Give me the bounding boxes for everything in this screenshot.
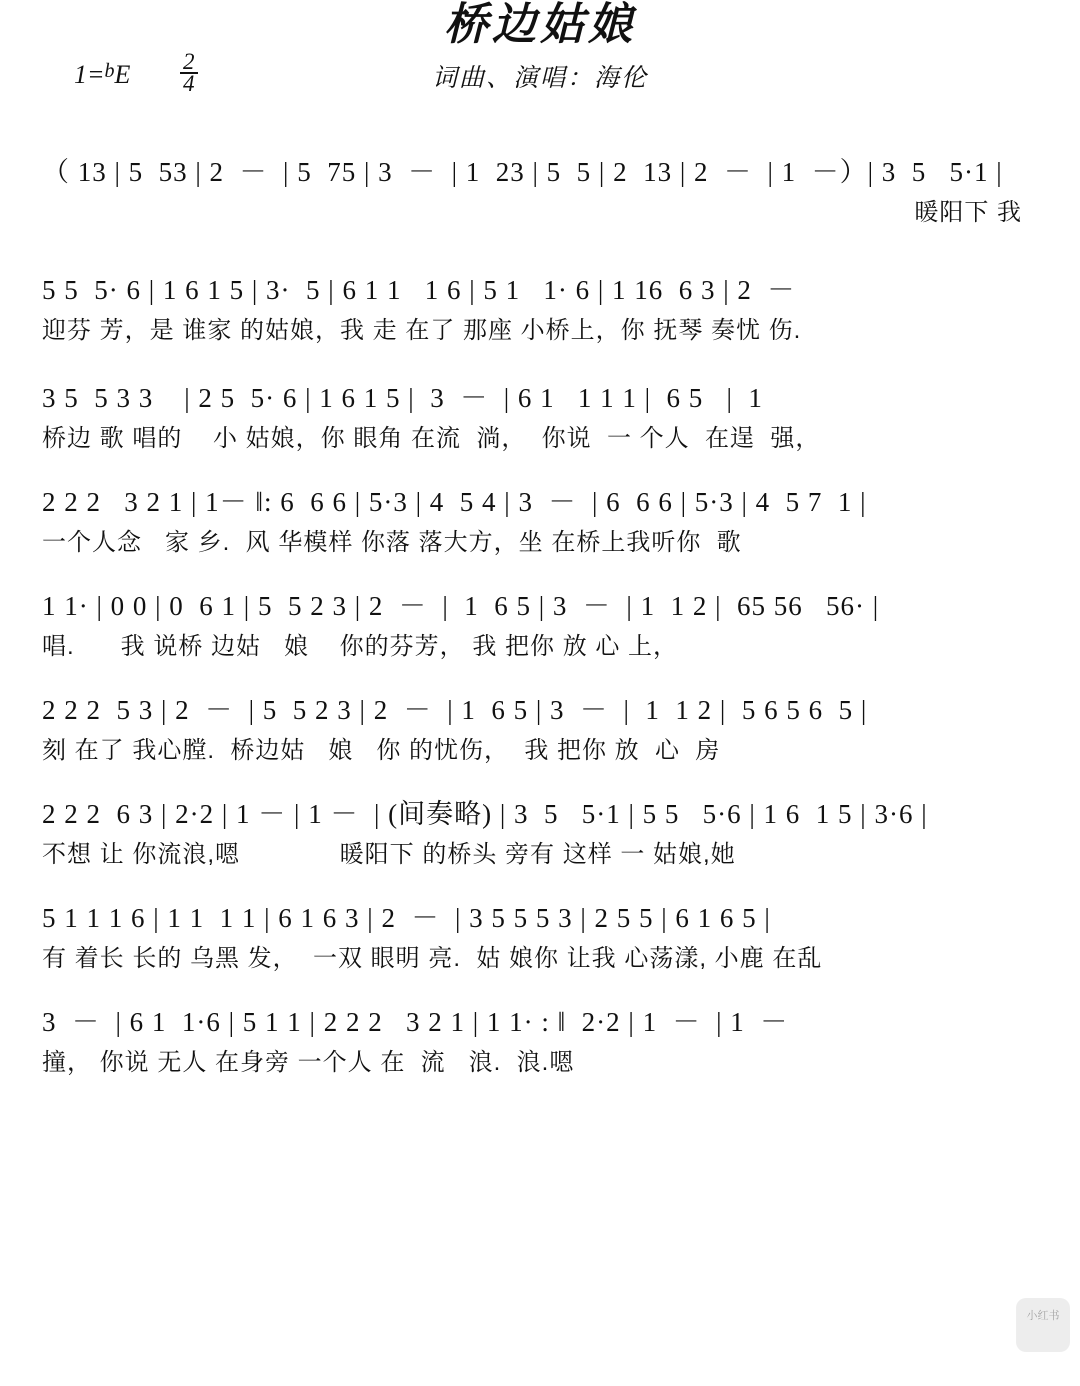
lyric-line: 刻 在了 我心膛. 桥边姑 娘 你 的忧伤， 我 把你 放 心 房 xyxy=(42,737,721,764)
time-denominator: 4 xyxy=(183,71,195,96)
music-system xyxy=(28,270,1052,348)
watermark-badge: 小红书 xyxy=(1016,1298,1070,1352)
page-title: 桥边姑娘 xyxy=(444,0,636,49)
credits: 词曲、演唱：海伦 xyxy=(431,65,648,92)
lyric-line: 唱. 我 说桥 边姑 娘 你的芬芳， 我 把你 放 心 上， xyxy=(42,633,679,660)
flat-symbol: b xyxy=(104,60,115,82)
note-line: 2 2 2 5 3 | 2 － | 5 5 2 3 | 2 － | 1 6 5 | 3 － | 1 1 2 | 5 6 5 6 5 | xyxy=(42,695,868,725)
key-letter: E xyxy=(114,60,131,89)
note-line: （ 13 | 5 53 | 2 － | 5 75 | 3 － | 1 23 | 5 5 | 2 13 | 2 － | 1 －）| 3 5 5·1 | xyxy=(42,157,1003,187)
music-system xyxy=(28,794,1052,872)
time-signature xyxy=(180,49,198,96)
score-metadata xyxy=(52,50,1052,96)
note-line: 3 5 5 3 3 | 2 5 5· 6 | 1 6 1 5 | 3 － | 6 1 1 1 1 | 6 5 | 1 xyxy=(42,383,763,413)
lyric-line: 迎芬 芳，是 谁家 的姑娘，我 走 在了 那座 小桥上，你 抚琴 奏忧 伤. xyxy=(42,317,802,344)
music-system xyxy=(28,898,1052,976)
note-line: 2 2 2 6 3 | 2·2 | 1 － | 1 － | (间奏略) | 3 5 5·1 | 5 5 5·6 | 1 6 1 5 | 3·6 | xyxy=(42,799,928,829)
lyric-line: 撞， 你说 无人 在身旁 一个人 在 流 浪. 浪.嗯 xyxy=(42,1049,575,1076)
time-numerator: 2 xyxy=(180,52,198,74)
lyric-line: 一个人念 家 乡. 风 华模样 你落 落大方，坐 在桥上我听你 歌 xyxy=(42,529,742,556)
note-line: 5 5 5· 6 | 1 6 1 5 | 3· 5 | 6 1 1 1 6 | 5 1 1· 6 | 1 16 6 3 | 2 － xyxy=(42,275,796,305)
note-line: 3 － | 6 1 1·6 | 5 1 1 | 2 2 2 3 2 1 | 1 1· : ‖ 2·2 | 1 － | 1 － xyxy=(42,1007,789,1037)
lyric-line: 暖阳下 我 xyxy=(914,199,1022,226)
lyric-line: 不想 让 你流浪,嗯 暖阳下 的桥头 旁有 这样 一 姑娘,她 xyxy=(42,841,736,868)
music-system xyxy=(28,690,1052,768)
key-signature xyxy=(74,60,130,90)
note-line: 1 1· | 0 0 | 0 6 1 | 5 5 2 3 | 2 － | 1 6 5 | 3 － | 1 1 2 | 65 56 56· | xyxy=(42,591,880,621)
lyric-line: 桥边 歌 唱的 小 姑娘，你 眼角 在流 淌， 你说 一 个人 在逞 强， xyxy=(42,425,821,452)
music-system xyxy=(28,152,1052,230)
lyric-line: 有 着长 长的 乌黑 发， 一双 眼明 亮. 姑 娘你 让我 心荡漾, 小鹿 在乱 xyxy=(42,945,823,972)
music-system xyxy=(28,586,1052,664)
music-system xyxy=(28,482,1052,560)
music-system xyxy=(28,1002,1052,1080)
key-prefix: 1= xyxy=(74,60,105,89)
note-line: 2 2 2 3 2 1 | 1－ ‖: 6 6 6 | 5·3 | 4 5 4 | 3 － | 6 6 6 | 5·3 | 4 5 7 1 | xyxy=(42,487,867,517)
music-system xyxy=(28,378,1052,456)
note-line: 5 1 1 1 6 | 1 1 1 1 | 6 1 6 3 | 2 － | 3 5 5 5 3 | 2 5 5 | 6 1 6 5 | xyxy=(42,903,771,933)
